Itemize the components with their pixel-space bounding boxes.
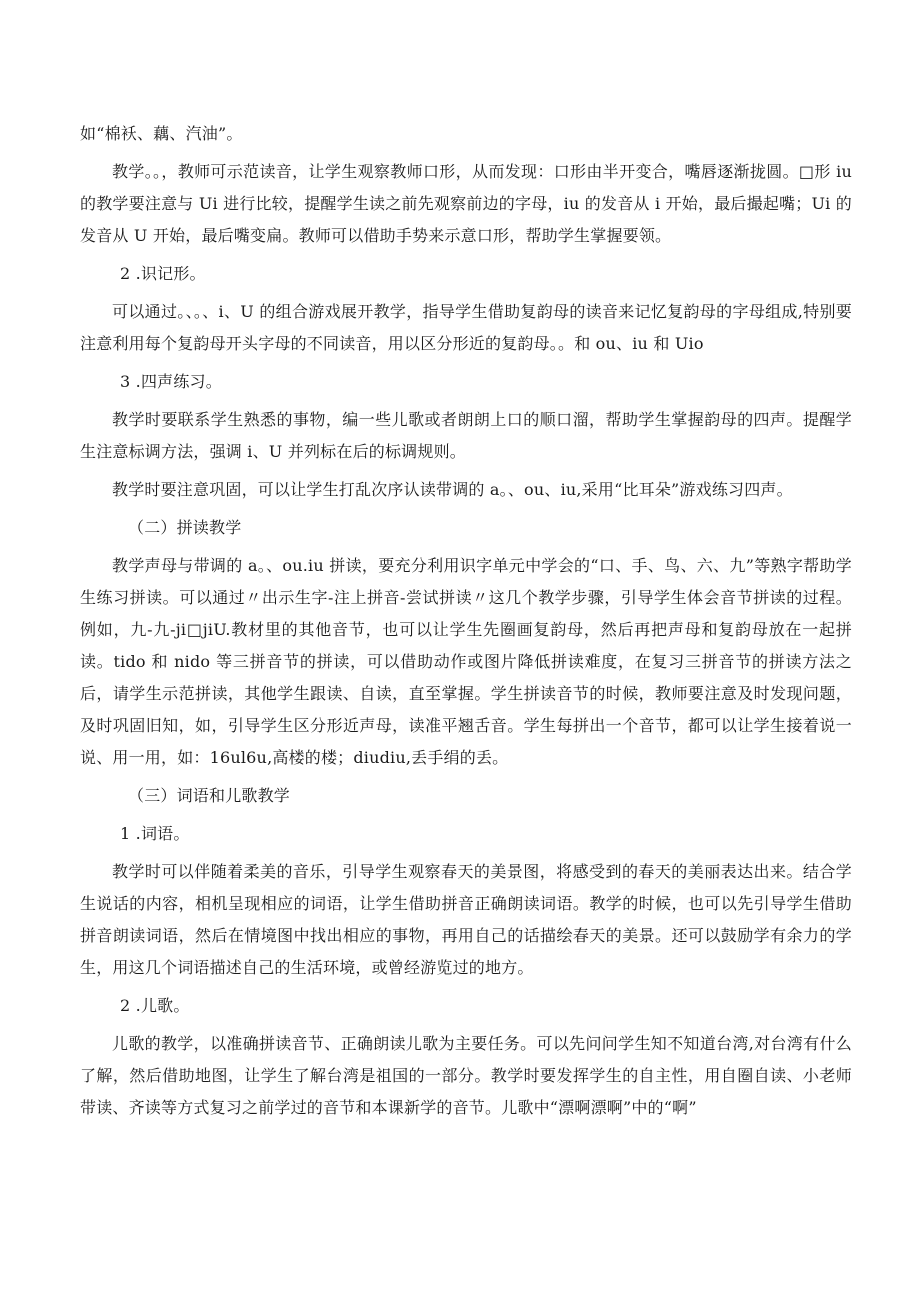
section-heading-recognize-form: 2 .识记形。 <box>120 264 206 283</box>
section-heading-words: 1 .词语。 <box>120 824 190 843</box>
paragraph-combination-game: 可以通过。、。、i、U 的组合游戏展开教学，指导学生借助复韵母的读音来记忆复韵母的字母组成,特别要注意利用每个复韵母开头字母的不同读音，用以区分形近的复韵母。。和 ou、iu 和 Uio <box>80 302 852 353</box>
paragraph-tone-practice: 教学时要联系学生熟悉的事物，编一些儿歌或者朗朗上口的顺口溜，帮助学生掌握韵母的四声。提醒学生注意标调方法，强调 i、U 并列标在后的标调规则。 <box>80 410 852 461</box>
paragraph-spelling-teaching: 教学声母与带调的 a。、ou.iu 拼读，要充分利用识字单元中学会的“口、手、鸟、六、九”等熟字帮助学生练习拼读。可以通过〃出示生字-注上拼音-尝试拼读〃这几个教学步骤，引导学生体会音节拼读的过程。例如，九-九-ji□jiU.教材里的其他音节，也可以让学生先圈画复韵母，然后再把声母和复韵母放在一起拼读。tido 和 nido 等三拼音节的拼读，可以借助动作或图片降低拼读难度，在复习三拼音节的拼读方法之后，请学生示范拼读，其他学生跟读、自读，直至掌握。学生拼读音节的时候，教师要注意及时发现问题，及时巩固旧知，如，引导学生区分形近声母，读准平翘舌音。学生每拼出一个音节，都可以让学生接着说一说、用一用，如：16ul6u,高楼的楼；diudiu,丢手绢的丢。 <box>80 556 852 767</box>
paragraph-teaching-iu-ui: 教学。。，教师可示范读音，让学生观察教师口形，从而发现：口形由半开变合，嘴唇逐渐拢圆。□形 iu 的教学要注意与 Ui 进行比较，提醒学生读之前先观察前边的字母，iu 的发音从 i 开始，最后撮起嘴；Ui 的发音从 U 开始，最后嘴变扁。教师可以借助手势来示意口形，帮助学生掌握要领。 <box>80 162 852 245</box>
paragraph-continuation: 如“棉袄、藕、汽油”。 <box>80 124 243 143</box>
paragraph-consolidation: 教学时要注意巩固，可以让学生打乱次序认读带调的 a。、ou、iu,采用“比耳朵”游戏练习四声。 <box>112 480 793 499</box>
paragraph-rhyme-teaching: 儿歌的教学，以准确拼读音节、正确朗读儿歌为主要任务。可以先问问学生知不知道台湾,对台湾有什么了解，然后借助地图，让学生了解台湾是祖国的一部分。教学时要发挥学生的自主性，用自圈自读、小老师带读、齐读等方式复习之前学过的音节和本课新学的音节。儿歌中“漂啊漂啊”中的“啊” <box>80 1034 852 1117</box>
section-heading-spelling: （二）拼读教学 <box>128 518 242 537</box>
document-body <box>80 118 852 1130</box>
paragraph-words-teaching: 教学时可以伴随着柔美的音乐，引导学生观察春天的美景图，将感受到的春天的美丽表达出来。结合学生说话的内容，相机呈现相应的词语，让学生借助拼音正确朗读词语。教学的时候，也可以先引导学生借助拼音朗读词语，然后在情境图中找出相应的事物，再用自己的话描绘春天的美景。还可以鼓励学有余力的学生，用这几个词语描述自己的生活环境，或曾经游览过的地方。 <box>80 862 852 977</box>
section-heading-four-tones: 3 .四声练习。 <box>120 372 222 391</box>
section-heading-nursery-rhyme: 2 .儿歌。 <box>120 996 190 1015</box>
section-heading-words-songs: （三）词语和儿歌教学 <box>128 786 291 805</box>
